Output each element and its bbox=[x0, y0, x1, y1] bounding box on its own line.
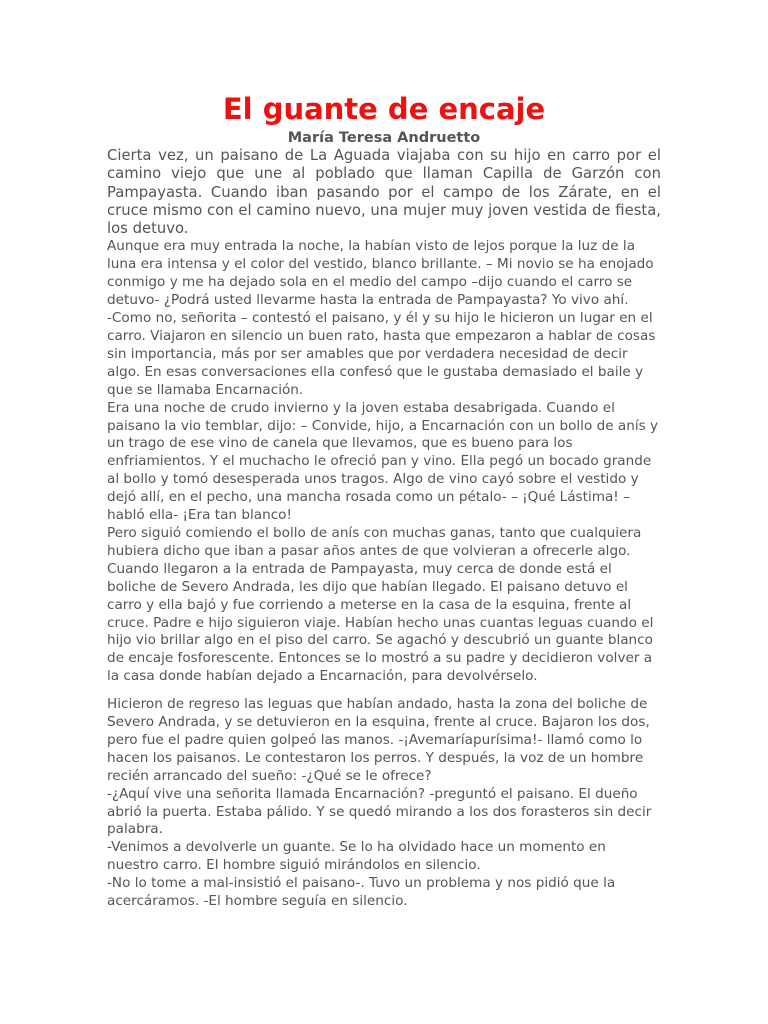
paragraph: Pero siguió comiendo el bollo de anís con muchas ganas, tanto que cualquiera hubiera dicho que iban a pasar años antes de que volvieran a ofrecerle algo. Cuando llegaron a la entrada de Pampayasta, muy cerca de donde está el boliche de Severo Andrada, les dijo que habían llegado. El paisano detuvo el carro y ella bajó y fue corriendo a meterse en la casa de la esquina, frente al cruce. Padre e hijo siguieron viaje. Habían hecho unas cuantas leguas cuando el hijo vio brillar algo en el piso del carro. Se agachó y descubrió un guante blanco de encaje fosforescente. Entonces se lo mostró a su padre y decidieron volver a la casa donde habían dejado a Encarnación, para devolvérselo. bbox=[107, 524, 654, 685]
paragraph: -Venimos a devolverle un guante. Se lo ha olvidado hace un momento en nuestro carro. El hombre siguió mirándolos en silencio. bbox=[107, 839, 606, 874]
intro-paragraph: Cierta vez, un paisano de La Aguada viajaba con su hijo en carro por el camino viejo que une al poblado que llaman Capilla de Garzón con Pampayasta. Cuando iban pasando por el campo de los Zárate, en el cruce mismo con el camino nuevo, una mujer muy joven vestida de fiesta, los detuvo. bbox=[107, 147, 661, 238]
paragraph: -¿Aquí vive una señorita llamada Encarnación? -preguntó el paisano. El dueño abrió la puerta. Estaba pálido. Y se quedó mirando a los dos forasteros sin decir palabra. bbox=[107, 785, 652, 838]
document-page bbox=[107, 88, 661, 911]
paragraph: -Como no, señorita – contestó el paisano, y él y su hijo le hicieron un lugar en el carro. Viajaron en silencio un buen rato, hasta que empezaron a hablar de cosas sin importancia, más por ser amables que por verdadera necesidad de decir algo. En esas conversaciones ella confesó que le gustaba demasiado el baile y que se llamaba Encarnación. bbox=[107, 310, 656, 398]
author-name: María Teresa Andruetto bbox=[287, 130, 481, 146]
story-title: El guante de encaje bbox=[222, 92, 546, 126]
paragraph: Era una noche de crudo invierno y la joven estaba desabrigada. Cuando el paisano la vio temblar, dijo: – Convide, hijo, a Encarnación con un bollo de anís y un trago de ese vino de canela que llevamos, que es bueno para los enfriamientos. Y el muchacho le ofreció pan y vino. Ella pegó un bocado grande al bollo y tomó desesperada unos tragos. Algo de vino cayó sobre el vestido y dejó allí, en el pecho, una mancha rosada como un pétalo- – ¡Qué Lástima! – habló ella- ¡Era tan blanco! bbox=[107, 399, 659, 524]
paragraph: -No lo tome a mal-insistió el paisano-. Tuvo un problema y nos pidió que la acercáramos. -El hombre seguía en silencio. bbox=[107, 875, 616, 910]
paragraph: Aunque era muy entrada la noche, la habían visto de lejos porque la luz de la luna era intensa y el color del vestido, blanco brillante. – Mi novio se ha enojado conmigo y me ha dejado sola en el medio del campo –dijo cuando el carro se detuvo- ¿Podrá usted llevarme hasta la entrada de Pampayasta? Yo vivo ahí. bbox=[107, 238, 654, 309]
paragraph: Hicieron de regreso las leguas que habían andado, hasta la zona del boliche de Severo Andrada, y se detuvieron en la esquina, frente al cruce. Bajaron los dos, pero fue el padre quien golpeó las manos. -¡Avemaríapurísima!- llamó como lo hacen los paisanos. Le contestaron los perros. Y después, la voz de un hombre recién arrancado del sueño: -¿Qué se le ofrece? bbox=[107, 696, 650, 784]
